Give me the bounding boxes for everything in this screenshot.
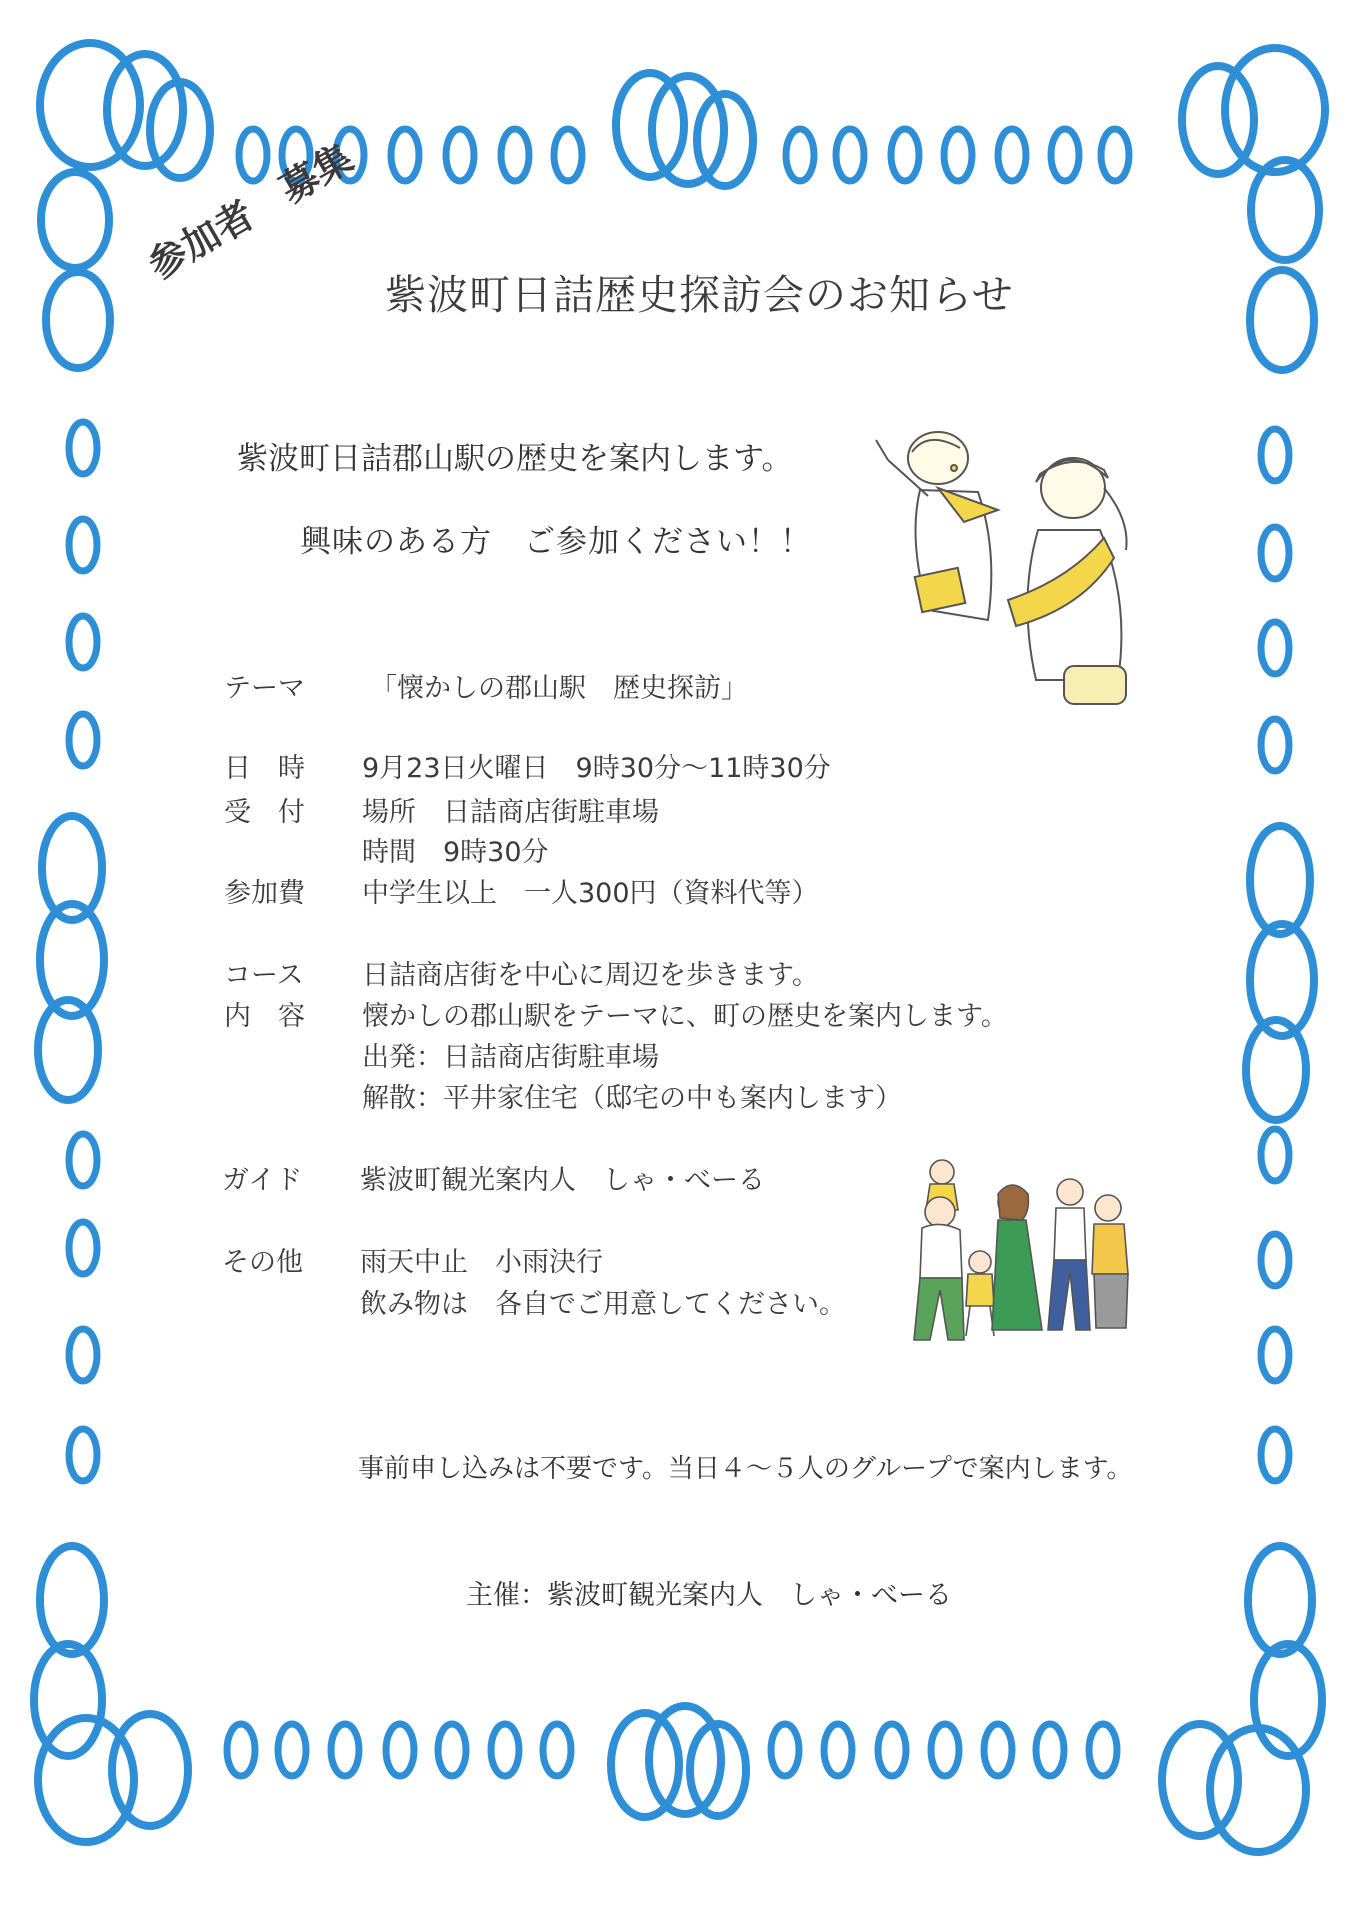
course-line: 出発：日詰商店街駐車場 (362, 1042, 659, 1073)
border-ring (1089, 1724, 1117, 1776)
reception-place: 場所 日詰商店街駐車場 (362, 797, 659, 828)
guide-value: 紫波町観光案内人 しゃ・べーる (360, 1165, 765, 1196)
border-ring (69, 1429, 97, 1481)
theme-label: テーマ (224, 673, 305, 704)
border-ring (1261, 1234, 1289, 1286)
border-ring (331, 1724, 359, 1776)
theme-value: 「懐かしの郡山駅 歴史探訪」 (370, 673, 748, 704)
intro-line-2: 興味のある方 ご参加ください！！ (300, 524, 812, 560)
border-ring (107, 54, 183, 166)
border-ring (391, 129, 419, 181)
border-ring (824, 1724, 852, 1776)
border-ring (34, 1644, 102, 1756)
border-ring (554, 129, 582, 181)
border-ring (543, 1724, 571, 1776)
guide-women-illustration (868, 430, 1168, 720)
border-ring (1162, 1724, 1238, 1836)
border-ring (227, 1724, 255, 1776)
course-line: 解散：平井家住宅（邸宅の中も案内します） (362, 1083, 902, 1114)
border-ring (69, 1134, 97, 1186)
border-ring (1251, 160, 1319, 260)
border-ring (998, 129, 1026, 181)
border-ring (1261, 622, 1289, 674)
fee-value: 中学生以上 一人300円（資料代等） (362, 878, 819, 909)
border-ring (931, 1724, 959, 1776)
border-ring (1051, 129, 1079, 181)
border-ring (1261, 719, 1289, 771)
border-ring (112, 1714, 188, 1826)
border-ring (41, 172, 109, 268)
border-ring (1261, 1129, 1289, 1181)
family-group-illustration (900, 1150, 1145, 1355)
recruitment-badge: 参加者 募集 (140, 135, 361, 288)
course-label: コース (224, 960, 304, 991)
border-ring (1250, 826, 1310, 934)
border-ring (1210, 1728, 1306, 1852)
intro-line-1: 紫波町日詰郡山駅の歴史を案内します。 (237, 441, 793, 477)
border-ring (836, 129, 864, 181)
content-label: 内 容 (224, 1001, 305, 1032)
border-ring (446, 129, 474, 181)
border-ring (278, 1724, 306, 1776)
border-ring (786, 129, 814, 181)
border-ring (1036, 1724, 1064, 1776)
guide-label: ガイド (222, 1165, 303, 1196)
border-ring (69, 616, 97, 668)
border-ring (944, 129, 972, 181)
border-ring (69, 519, 97, 571)
border-ring (1101, 129, 1129, 181)
course-line: 日詰商店街を中心に周辺を歩きます。 (362, 960, 819, 991)
fee-label: 参加費 (224, 878, 305, 909)
border-ring (1248, 1546, 1312, 1654)
border-ring (438, 1724, 466, 1776)
border-ring (69, 1329, 97, 1381)
border-ring (984, 1724, 1012, 1776)
border-ring (1225, 48, 1325, 172)
border-ring (771, 1724, 799, 1776)
other-line: 雨天中止 小雨決行 (360, 1247, 603, 1278)
border-ring (69, 714, 97, 766)
border-ring (46, 272, 110, 368)
border-ring (878, 1724, 906, 1776)
border-ring (501, 129, 529, 181)
border-ring (1261, 1329, 1289, 1381)
reception-time: 時間 9時30分 (362, 837, 549, 868)
reception-label: 受 付 (224, 797, 305, 828)
border-ring (1261, 1429, 1289, 1481)
border-ring (891, 129, 919, 181)
organizer-line: 主催：紫波町観光案内人 しゃ・べーる (466, 1580, 952, 1611)
border-ring (1261, 429, 1289, 481)
border-ring (69, 1222, 97, 1274)
border-ring (1250, 270, 1314, 370)
datetime-value: 9月23日火曜日 9時30分～11時30分 (362, 753, 831, 784)
other-label: その他 (222, 1247, 303, 1278)
border-ring (491, 1724, 519, 1776)
border-ring (611, 1713, 679, 1817)
border-ring (69, 422, 97, 474)
page-title: 紫波町日詰歴史探訪会のお知らせ (385, 271, 1014, 319)
border-ring (652, 76, 724, 184)
course-line: 懐かしの郡山駅をテーマに、町の歴史を案内します。 (362, 1001, 1008, 1032)
border-ring (1261, 527, 1289, 579)
other-line: 飲み物は 各自でご用意してください。 (360, 1289, 846, 1320)
datetime-label: 日 時 (224, 753, 305, 784)
border-ring (386, 1724, 414, 1776)
registration-notice: 事前申し込みは不要です。当日４～５人のグループで案内します。 (358, 1454, 1133, 1484)
border-ring (40, 1546, 104, 1654)
